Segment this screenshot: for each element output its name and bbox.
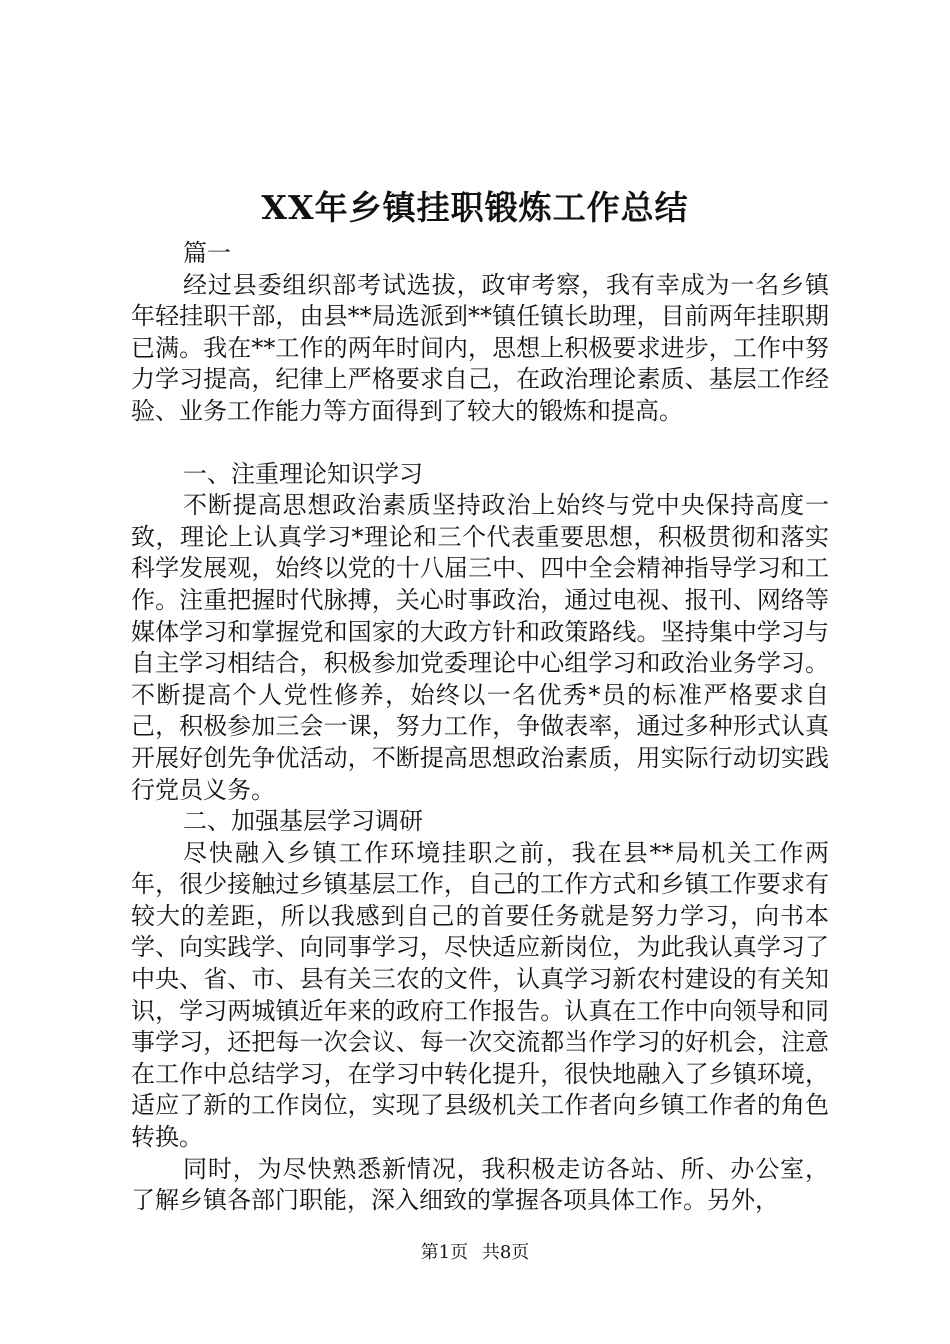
body-paragraph: 不断提高思想政治素质坚持政治上始终与党中央保持高度一致，理论上认真学习*理论和三个代表重要思想，积极贯彻和落实科学发展观，始终以党的十八届三中、四中全会精神指导学习和工作。注重把握时代脉搏，关心时事政治，通过电视、报刊、网络等媒体学习和掌握党和国家的大政方针和政策路线。坚持集中学习与自主学习相结合，积极参加党委理论中心组学习和政治业务学习。不断提高个人党性修养，始终以一名优秀*员的标准严格要求自己，积极参加三会一课，努力工作，争做表率，通过多种形式认真开展好创先争优活动，不断提高思想政治素质，用实际行动切实践行党员义务。 [131, 491, 829, 804]
body-paragraph: 同时，为尽快熟悉新情况，我积极走访各站、所、办公室，了解乡镇各部门职能，深入细致的掌握各项具体工作。另外， [131, 1154, 829, 1215]
section-heading: 二、加强基层学习调研 [183, 807, 423, 836]
page-number: 第1页 [420, 1242, 469, 1263]
page-total: 共8页 [481, 1242, 530, 1263]
document-title: XX年乡镇挂职锻炼工作总结 [261, 188, 689, 227]
body-paragraph: 尽快融入乡镇工作环境挂职之前，我在县**局机关工作两年，很少接触过乡镇基层工作，自己的工作方式和乡镇工作要求有较大的差距，所以我感到自己的首要任务就是努力学习，向书本学、向实践学、向同事学习，尽快适应新岗位，为此我认真学习了中央、省、市、县有关三农的文件，认真学习新农村建设的有关知识，学习两城镇近年来的政府工作报告。认真在工作中向领导和同事学习，还把每一次会议、每一次交流都当作学习的好机会，注意在工作中总结学习，在学习中转化提升，很快地融入了乡镇环境，适应了新的工作岗位，实现了县级机关工作者向乡镇工作者的角色转换。 [131, 838, 829, 1152]
page-footer [0, 1241, 950, 1265]
section-label: 篇一 [183, 239, 231, 267]
section-heading: 一、注重理论知识学习 [183, 459, 423, 488]
body-paragraph: 经过县委组织部考试选拔，政审考察，我有幸成为一名乡镇年轻挂职干部，由县**局选派到**镇任镇长助理，目前两年挂职期已满。我在**工作的两年时间内，思想上积极要求进步，工作中努力学习提高，纪律上严格要求自己，在政治理论素质、基层工作经验、业务工作能力等方面得到了较大的锻炼和提高。 [131, 270, 829, 425]
document-body [131, 238, 829, 1217]
